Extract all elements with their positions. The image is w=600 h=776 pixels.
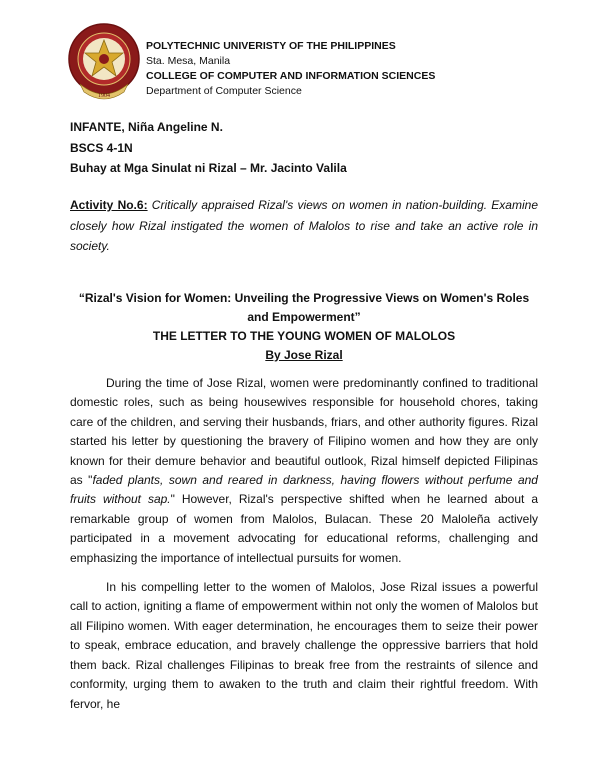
university-location: Sta. Mesa, Manila (146, 55, 231, 67)
essay-body (70, 374, 538, 724)
body-paragraph-1: During the time of Jose Rizal, women were predominantly confined to traditional domestic roles, such as being housewives responsible for household chores, taking care of the children, and serving their husbands, friars, and other authority figures. Rizal started his letter by questioning the bravery of Filipino women and how they are only known for their demure behavior and beautiful outlook, Rizal himself depicted Filipinas as "faded plants, sown and reared in darkness, having flowers without perfume and fruits without sap." However, Rizal's perspective shifted when he learned about a remarkable group of women from Malolos, Bulacan. These 20 Maloleña actively participated in a movement advocating for educational reforms, challenging and emphasizing the importance of intellectual pursuits for women. (70, 376, 538, 565)
letter-title: THE LETTER TO THE YOUNG WOMEN OF MALOLOS (152, 329, 456, 343)
college-name: COLLEGE OF COMPUTER AND INFORMATION SCIENCES (146, 70, 436, 82)
letterhead (146, 39, 435, 99)
rizal-quote: faded plants, sown and reared in darkness, having flowers without perfume and fruits without sap. (70, 473, 538, 507)
essay-titles (70, 289, 538, 365)
department-name: Department of Computer Science (146, 85, 302, 97)
activity-label: Activity No.6: (70, 198, 148, 212)
activity-prompt (70, 195, 538, 257)
course-title: Buhay at Mga Sinulat ni Rizal – Mr. Jacinto Valila (70, 161, 347, 175)
student-info (70, 117, 347, 179)
university-seal-logo (66, 22, 142, 102)
university-name: POLYTECHNIC UNIVERISTY OF THE PHILIPPINES (146, 40, 396, 52)
student-section: BSCS 4-1N (70, 140, 133, 155)
body-paragraph-2: In his compelling letter to the women of Malolos, Jose Rizal issues a powerful call to action, igniting a flame of empowerment within not only the women of Malolos but all Filipino women. With eager determination, he encourages them to seize their power to speak, embrace education, and bravely challenge the oppressive barriers that hold them back. Rizal challenges Filipinas to break free from the restraints of silence and conformity, urging them to awaken to the truth and claim their rightful freedom. With fervor, he (70, 580, 538, 711)
letter-author: By Jose Rizal (265, 348, 343, 362)
essay-title: “Rizal's Vision for Women: Unveiling the Progressive Views on Women's Roles and Empowerment” (78, 291, 530, 324)
seal-year: 1904 (98, 93, 110, 99)
activity-question: Critically appraised Rizal's views on women in nation-building. Examine closely how Rizal instigated the women of Malolos to rise and take an active role in society. (70, 198, 538, 253)
student-name: INFANTE, Niña Angeline N. (70, 120, 223, 134)
